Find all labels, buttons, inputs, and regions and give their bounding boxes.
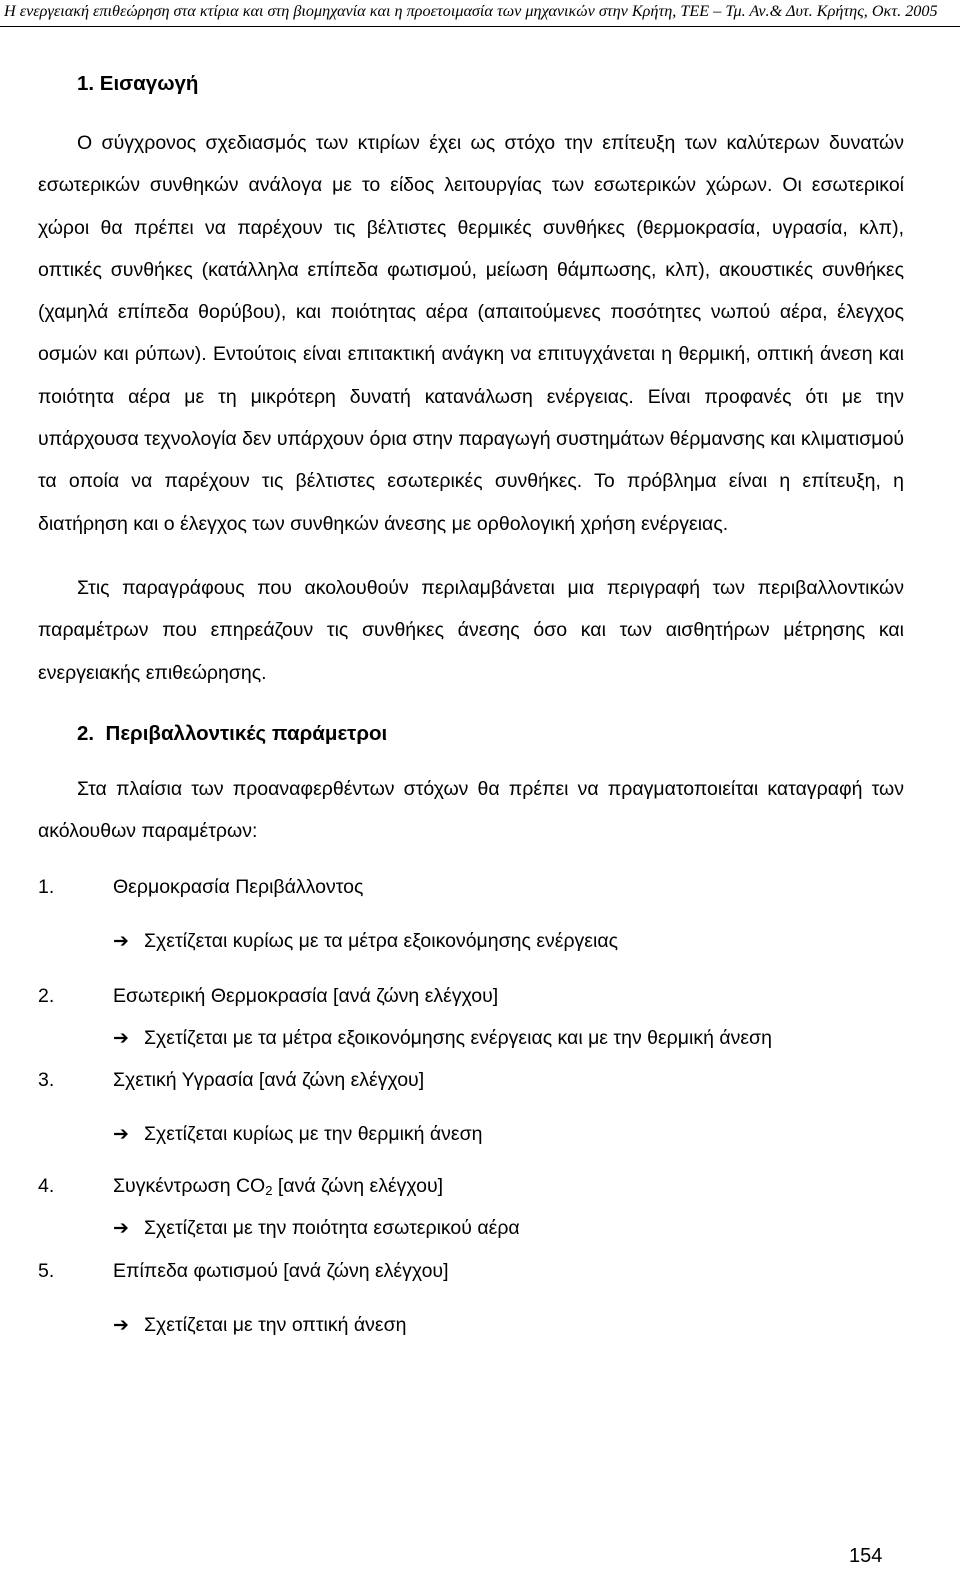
parameter-note	[113, 1113, 904, 1155]
parameter-item	[38, 1250, 904, 1346]
arrow-right-icon: ➔	[113, 930, 129, 953]
parameter-note-text: Σχετίζεται κυρίως με την θερμική άνεση	[144, 1123, 483, 1146]
parameter-note-text: Σχετίζεται κυρίως με τα μέτρα εξοικονόμησης ενέργειας	[144, 930, 618, 953]
parameter-name: Επίπεδα φωτισμού [ανά ζώνη ελέγχου]	[113, 1259, 449, 1282]
parameter-number: 3.	[38, 1069, 55, 1092]
parameter-name: Θερμοκρασία Περιβάλλοντος	[113, 876, 364, 899]
running-header: Η ενεργειακή επιθεώρηση στα κτίρια και στη βιομηχανία και η προετοιμασία των μηχανικών στην Κρήτη, ΤΕΕ – Τμ. Αν.& Δυτ. Κρήτης, Οκτ. 2005	[4, 2, 938, 20]
parameter-note	[113, 1304, 904, 1346]
parameter-number: 4.	[38, 1175, 55, 1198]
section-2-title: Περιβαλλοντικές παράμετροι	[105, 721, 388, 745]
section-2-heading	[38, 720, 904, 750]
parameter-name-text: Συγκέντρωση CO	[113, 1175, 266, 1198]
page-number: 154	[849, 1545, 883, 1567]
parameter-name: Σχετική Υγρασία [ανά ζώνη ελέγχου]	[113, 1069, 425, 1092]
parameter-number: 5.	[38, 1259, 55, 1282]
parameter-item	[38, 866, 904, 962]
parameter-item	[38, 1059, 904, 1155]
arrow-right-icon: ➔	[113, 1123, 129, 1146]
parameter-note-text: Σχετίζεται με την ποιότητα εσωτερικού αέρα	[144, 1217, 520, 1240]
parameters-list	[38, 866, 904, 1345]
overview-paragraph: Στις παραγράφους που ακολουθούν περιλαμβάνεται μια περιγραφή των περιβαλλοντικών παραμέτρων που επηρεάζουν τις συνθήκες άνεσης όσο και των αισθητήρων μέτρησης και ενεργειακής επιθεώρησης.	[38, 576, 904, 684]
subscript-text: 2	[265, 1183, 273, 1199]
parameter-note-text: Σχετίζεται με την οπτική άνεση	[144, 1313, 407, 1336]
header-divider	[0, 26, 960, 27]
parameter-note	[113, 1017, 853, 1059]
parameter-note	[113, 1207, 904, 1249]
parameter-number: 2.	[38, 984, 55, 1007]
parameter-note	[113, 920, 904, 962]
parameter-item	[38, 1165, 904, 1249]
parameter-name	[113, 1165, 443, 1212]
arrow-right-icon: ➔	[113, 1026, 129, 1049]
page-body	[38, 70, 904, 1346]
parameter-name-suffix: [ανά ζώνη ελέγχου]	[272, 1175, 444, 1198]
section-2-number: 2.	[77, 721, 95, 745]
parameter-number: 1.	[38, 876, 55, 899]
parameter-note-text: Σχετίζεται με τα μέτρα εξοικονόμησης ενέργειας και με την θερμική άνεση	[144, 1026, 772, 1049]
arrow-right-icon: ➔	[113, 1313, 129, 1336]
arrow-right-icon: ➔	[113, 1217, 129, 1240]
intro-paragraph: Ο σύγχρονος σχεδιασμός των κτιρίων έχει ως στόχο την επίτευξη των καλύτερων δυνατών εσωτερικών συνθηκών ανάλογα με το είδος λειτουργίας των εσωτερικών χώρων. Οι εσωτερικοί χώροι θα πρέπει να παρέχουν τις βέλτιστες θερμικές συνθήκες (θερμοκρασία, υγρασία, κλπ), οπτικές συνθήκες (κατάλληλα επίπεδα φωτισμού, μείωση θάμπωσης, κλπ), ακουστικές συνθήκες (χαμηλά επίπεδα θορύβου), και ποιότητας αέρα (απαιτούμενες ποσότητες νωπού αέρα, έλεγχος οσμών και ρύπων). Εντούτοις είναι επιτακτική ανάγκη να επιτυγχάνεται η θερμική, οπτική άνεση και ποιότητα αέρα με τη μικρότερη δυνατή κατανάλωση ενέργειας. Είναι προφανές ότι με την υπάρχουσα τεχνολογία δεν υπάρχουν όρια στην παραγωγή συστημάτων θέρμανσης και κλιματισμού τα οποία να παρέχουν τις βέλτιστες εσωτερικές συνθήκες. Το πρόβλημα είναι η επίτευξη, η διατήρηση και ο έλεγχος των συνθηκών άνεσης με ορθολογική χρήση ενέργειας.	[38, 132, 904, 535]
parameters-intro: Στα πλαίσια των προαναφερθέντων στόχων θα πρέπει να πραγματοποιείται καταγραφή των ακόλουθων παραμέτρων:	[38, 777, 904, 843]
parameter-item	[38, 975, 904, 1059]
section-1-heading: 1. Εισαγωγή	[77, 72, 199, 95]
parameter-name: Εσωτερική Θερμοκρασία [ανά ζώνη ελέγχου]	[113, 984, 499, 1007]
